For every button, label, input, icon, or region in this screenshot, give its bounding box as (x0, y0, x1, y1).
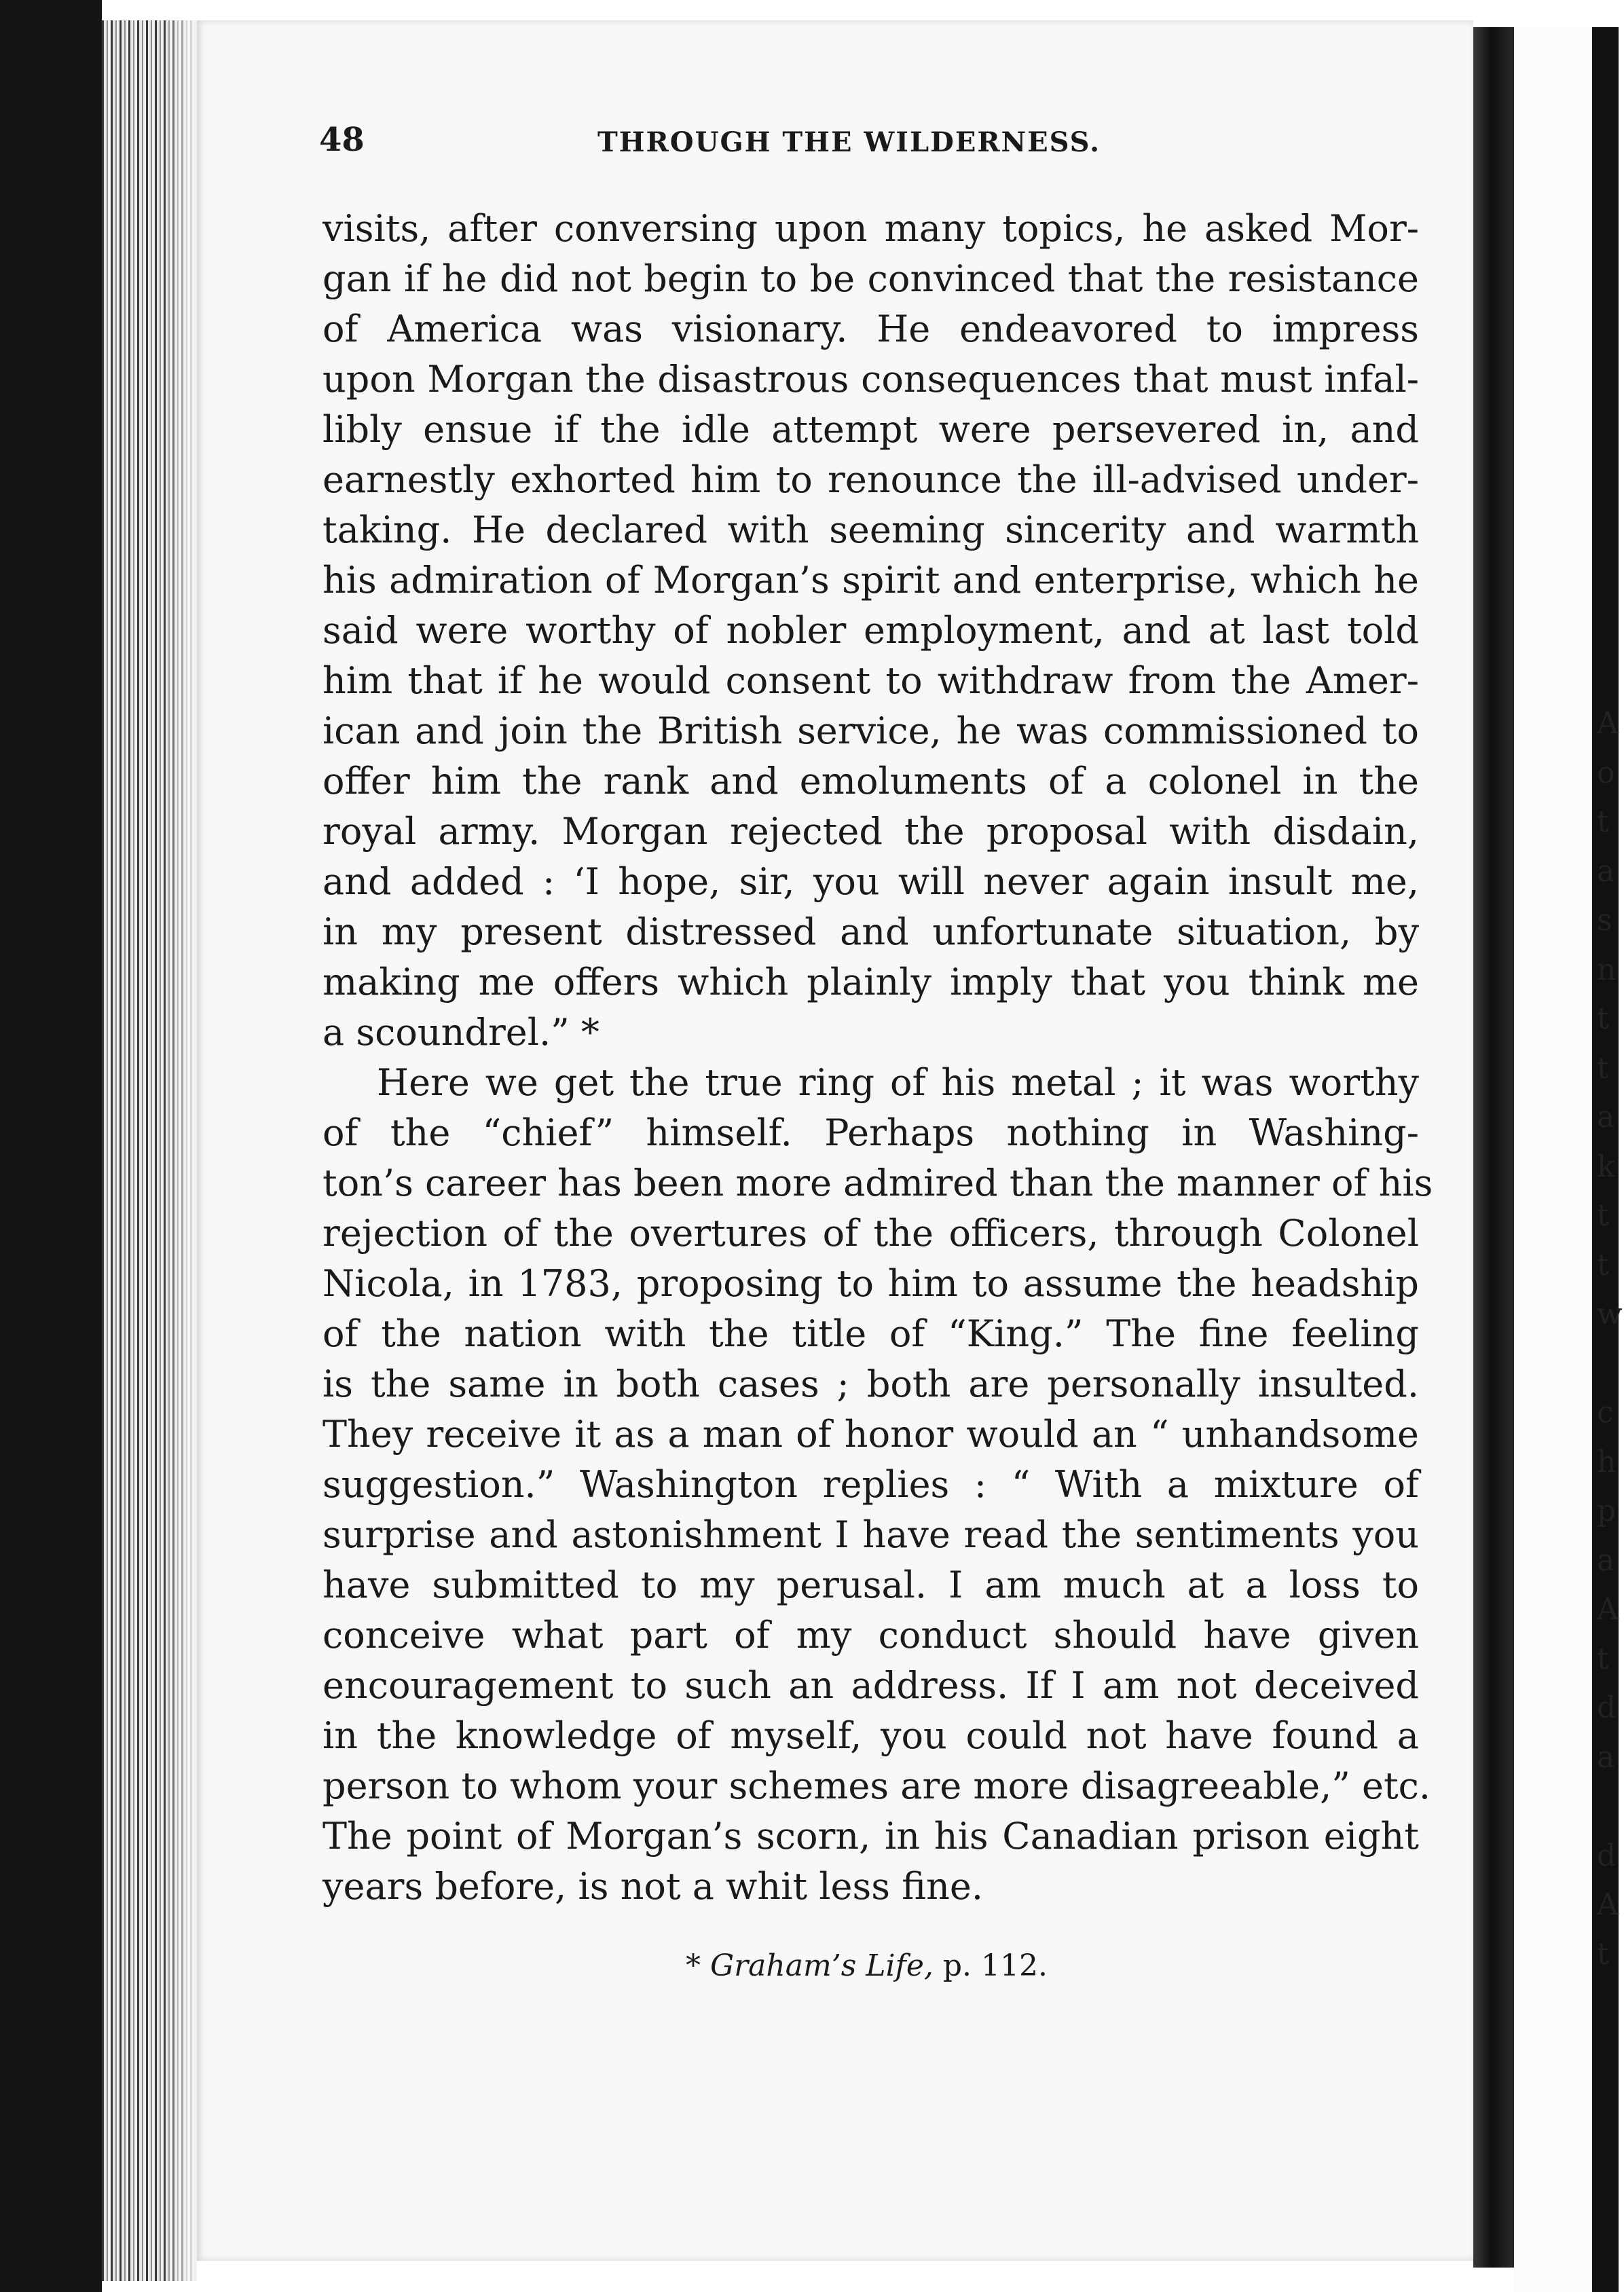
facing-page-letter: o (1597, 755, 1615, 790)
text-line: and added : ‘I hope, sir, you will never again insult me, (322, 860, 1419, 903)
facing-page-letter: a (1597, 1739, 1615, 1775)
text-line: said were worthy of nobler employment, and at last told (322, 609, 1419, 652)
facing-page-letter: t (1597, 1050, 1609, 1086)
facing-page-letter: a (1597, 1542, 1615, 1578)
footnote-marker: * (686, 1948, 701, 1983)
facing-page-letter: s (1597, 903, 1612, 938)
facing-page-letter: h (1597, 1444, 1617, 1479)
facing-page-letter: w (1597, 1297, 1623, 1331)
text-line: in my present distressed and unfortunate situation, by (322, 910, 1419, 953)
facing-page-letter: d (1597, 1690, 1617, 1725)
running-header (319, 121, 1134, 168)
text-line: offer him the rank and emoluments of a colonel in the (322, 760, 1419, 802)
text-line: The point of Morgan’s scorn, in his Canadian prison eight (322, 1815, 1419, 1857)
text-line: taking. He declared with seeming sincerity and warmth (322, 509, 1419, 551)
text-line: encouragement to such an address. If I am not deceived (322, 1664, 1419, 1707)
page-stack-shadow (163, 20, 197, 2281)
text-line: is the same in both cases ; both are personally insulted. (322, 1363, 1419, 1405)
text-line: person to whom your schemes are more disagreeable,” etc. (322, 1764, 1431, 1807)
text-line: of the “chief” himself. Perhaps nothing in Washing- (322, 1111, 1419, 1154)
facing-page-letter (1597, 1339, 1624, 1389)
text-line: making me offers which plainly imply that you think me (322, 961, 1419, 1003)
facing-page-letter: n (1597, 952, 1617, 987)
text-line: earnestly exhorted him to renounce the ill-advised under- (322, 458, 1419, 501)
text-line: upon Morgan the disastrous consequences that must infal- (322, 358, 1419, 401)
text-line: ton’s career has been more admired than the manner of his (322, 1162, 1433, 1204)
facing-page-letter: a (1597, 853, 1615, 889)
facing-page-letter: A (1597, 706, 1619, 741)
text-line: in the knowledge of myself, you could not have found a (322, 1714, 1419, 1757)
text-line: ican and join the British service, he was commissioned to (322, 709, 1419, 752)
facing-page-letter: k (1597, 1149, 1615, 1184)
facing-page-letter: t (1597, 1641, 1609, 1676)
facing-page-letter: t (1597, 1247, 1609, 1282)
text-line: conceive what part of my conduct should have given (322, 1614, 1419, 1657)
facing-page-letter: d (1597, 1838, 1617, 1873)
text-line: suggestion.” Washington replies : “ With a mixture of (322, 1463, 1419, 1506)
facing-page-text (1597, 699, 1624, 1979)
paragraph-1 (322, 204, 1419, 1058)
text-line: libly ensue if the idle attempt were persevered in, and (322, 408, 1419, 451)
text-line: a scoundrel.” * (322, 1011, 599, 1054)
text-line: years before, is not a whit less fine. (322, 1865, 984, 1908)
text-line: Here we get the true ring of his metal ; it was worthy (377, 1061, 1419, 1104)
facing-page-letter: p (1597, 1494, 1617, 1528)
text-line: him that if he would consent to withdraw from the Amer- (322, 659, 1419, 702)
text-line: royal army. Morgan rejected the proposal with disdain, (322, 810, 1419, 853)
facing-page-letter: t (1597, 805, 1609, 839)
footnote-source: Graham’s Life, (710, 1948, 934, 1983)
paragraph-2 (322, 1058, 1433, 1912)
text-line: gan if he did not begin to be convinced that the resistance (322, 257, 1419, 300)
facing-page-letter: c (1597, 1395, 1614, 1430)
facing-page-letter: t (1597, 1001, 1609, 1036)
page-number: 48 (319, 121, 365, 159)
facing-page-letter: A (1597, 1592, 1619, 1627)
facing-page-letter (1597, 1782, 1624, 1832)
text-line: rejection of the overtures of the officers, through Colonel (322, 1212, 1419, 1255)
facing-page-letter: A (1597, 1887, 1619, 1922)
text-line: of America was visionary. He endeavored to impress (322, 308, 1419, 350)
text-line: Nicola, in 1783, proposing to him to assume the headship (322, 1262, 1419, 1305)
facing-page-letter: t (1597, 1198, 1609, 1233)
facing-page-letter: a (1597, 1100, 1615, 1134)
facing-page-letter: t (1597, 1936, 1609, 1972)
text-line: of the nation with the title of “King.” The fine feeling (322, 1312, 1419, 1355)
book-cover-edge (0, 0, 102, 2292)
text-line: have submitted to my perusal. I am much at a loss to (322, 1564, 1419, 1606)
text-line: They receive it as a man of honor would an “ unhandsome (322, 1413, 1419, 1456)
body-text (322, 204, 1433, 1912)
running-title: THROUGH THE WILDERNESS. (597, 126, 1101, 158)
text-line: visits, after conversing upon many topics, he asked Mor- (322, 207, 1419, 250)
text-line: his admiration of Morgan’s spirit and enterprise, which he (322, 559, 1419, 602)
book-gutter (1473, 27, 1514, 2268)
text-line: surprise and astonishment I have read the sentiments you (322, 1513, 1419, 1556)
footnote-page: p. 112. (942, 1948, 1048, 1983)
footnote (686, 1948, 1048, 1983)
